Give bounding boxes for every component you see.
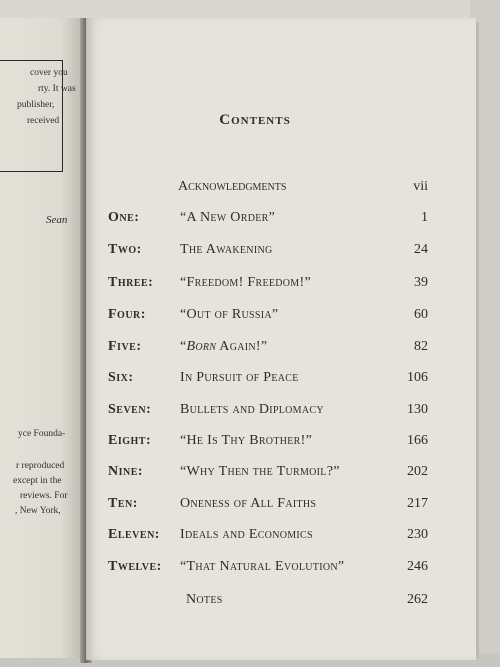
chapter-page: 246 <box>407 559 428 574</box>
left-page-text: , New York, <box>15 506 61 516</box>
chapter-title: The Awakening <box>180 242 273 257</box>
chapter-title-quote: “ <box>180 339 187 354</box>
chapter-page: 166 <box>407 433 428 448</box>
chapter-number: One: <box>108 210 140 225</box>
chapter-page: 24 <box>414 242 428 257</box>
chapter-page: 39 <box>414 275 428 290</box>
chapter-title <box>180 340 267 354</box>
chapter-title: “He Is Thy Brother!” <box>180 433 313 448</box>
chapter-title: In Pursuit of Peace <box>180 370 299 385</box>
acknowledgments-label: Acknowledgments <box>178 179 287 194</box>
left-page-text: Sean <box>46 214 68 226</box>
chapter-number: Ten: <box>108 496 138 511</box>
notes-page: 262 <box>407 592 428 607</box>
left-page-text: rty. It was <box>38 84 76 94</box>
left-page <box>0 18 86 658</box>
chapter-title: “Out of Russia” <box>180 307 279 322</box>
left-page-text: r reproduced <box>16 461 65 471</box>
chapter-page: 202 <box>407 464 428 479</box>
left-page-text: reviews. For <box>20 491 68 501</box>
chapter-title-rest: Again!” <box>216 339 268 354</box>
chapter-page: 217 <box>407 496 428 511</box>
chapter-page: 82 <box>414 339 428 354</box>
chapter-number: Eight: <box>108 433 152 448</box>
contents-heading: Contents <box>219 112 291 128</box>
chapter-number: Six: <box>108 370 134 385</box>
chapter-page: 130 <box>407 402 428 417</box>
left-page-text: yce Founda- <box>18 429 66 439</box>
acknowledgments-page: vii <box>413 179 428 194</box>
chapter-number: Four: <box>108 307 146 322</box>
chapter-page: 1 <box>421 210 428 225</box>
chapter-title: “That Natural Evolution” <box>180 559 345 574</box>
chapter-number: Two: <box>108 242 142 257</box>
left-page-text: received <box>27 116 60 126</box>
chapter-page: 230 <box>407 527 428 542</box>
chapter-page: 106 <box>407 370 428 385</box>
chapter-number: Eleven: <box>108 527 160 542</box>
chapter-number: Seven: <box>108 402 152 417</box>
chapter-title: “A New Order” <box>180 210 276 225</box>
chapter-title: Oneness of All Faiths <box>180 496 317 511</box>
chapter-title-italic: Born <box>186 339 217 354</box>
chapter-page: 60 <box>414 307 428 322</box>
left-page-text: publisher, <box>17 100 55 110</box>
left-page-text: except in the <box>13 476 62 486</box>
chapter-number: Twelve: <box>108 559 162 574</box>
chapter-title: “Why Then the Turmoil?” <box>180 464 340 479</box>
chapter-title: Bullets and Diplomacy <box>180 402 324 417</box>
chapter-title: “Freedom! Freedom!” <box>180 275 311 290</box>
chapter-number: Nine: <box>108 464 144 479</box>
chapter-title: Ideals and Economics <box>180 527 313 542</box>
chapter-number: Five: <box>108 339 142 354</box>
page-edge <box>476 22 479 658</box>
chapter-number: Three: <box>108 275 154 290</box>
left-page-text: cover you <box>30 68 68 78</box>
notes-label: Notes <box>186 592 223 607</box>
